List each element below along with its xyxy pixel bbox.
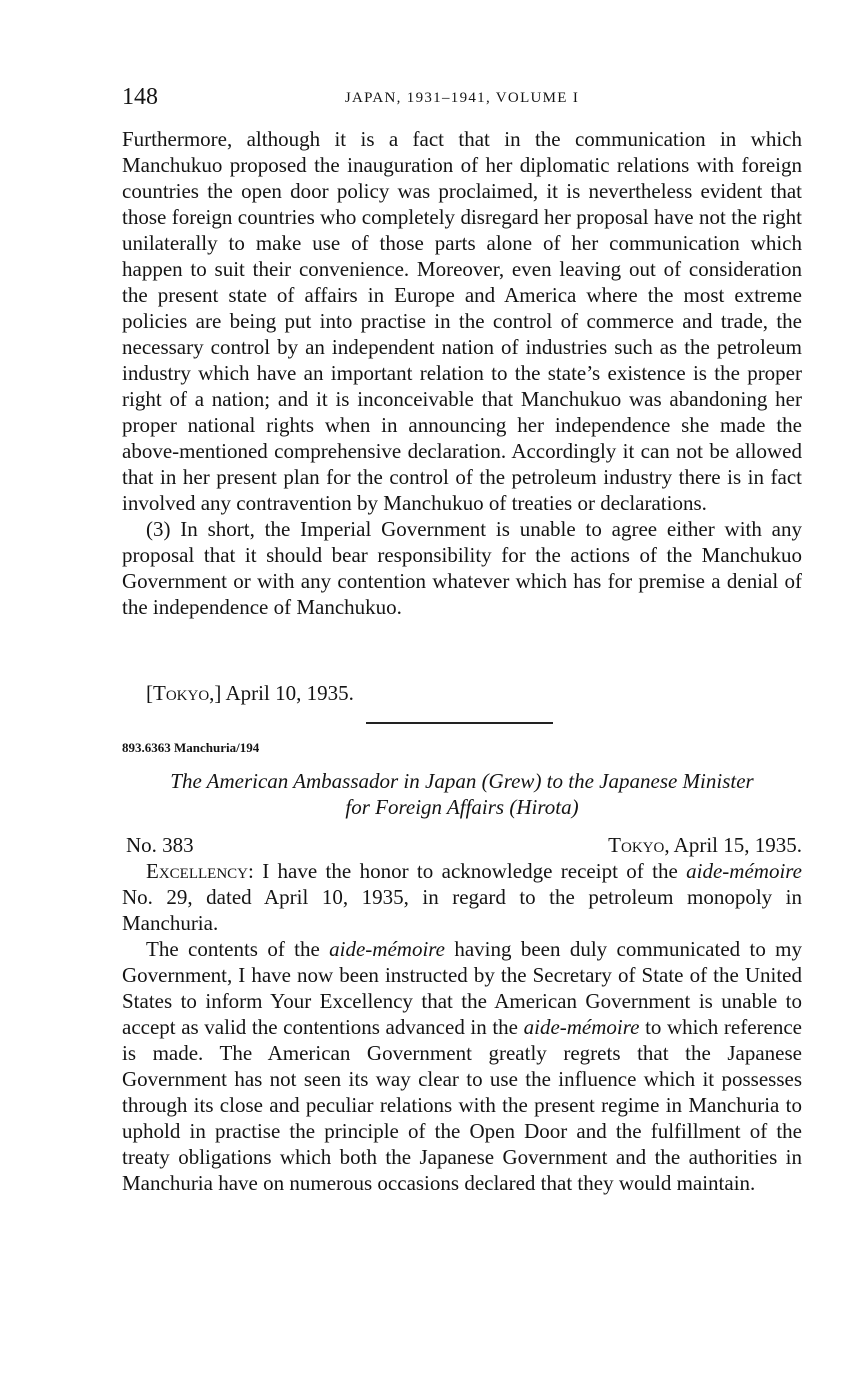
document-date: , April 15, 1935.: [664, 833, 802, 857]
document-title-line-1: The American Ambassador in Japan (Grew) to the Japanese Minister: [170, 769, 754, 793]
document-number: No. 383: [126, 833, 194, 857]
page-header: [122, 82, 802, 112]
continued-letter-text: [122, 126, 802, 620]
file-reference: 893.6363 Manchuria/194: [122, 740, 260, 755]
place-date-line: [146, 680, 354, 706]
bracket-date: ] April 10, 1935.: [214, 681, 354, 705]
paragraph-contents: The contents of the aide-mémoire having been duly communicated to my Government, I have now been instructed by the Secretary of State of the United States to inform Your Excellency that the American Government is unable to accept as valid the contentions advanced in the aide-mémoire to which reference is made. The American Government greatly regrets that the Japanese Government has not seen its way clear to use the influence which it possesses through its close and peculiar relations with the present regime in Manchuria to uphold in practise the principle of the Open Door and the fulfillment of the treaty obligations which both the Japanese Government and the authorities in Manchuria have on numerous occasions declared that they would maintain.: [122, 937, 802, 1195]
bracket-open: [: [146, 681, 153, 705]
place-name: Tokyo,: [153, 681, 215, 705]
paragraph-in-short: (3) In short, the Imperial Government is unable to agree either with any proposal that it should bear responsibility for the actions of the Manchukuo Government or with any contention whatever which has for premise a denial of the independence of Manchukuo.: [122, 517, 802, 619]
letter-body: [122, 858, 802, 1196]
document-title: [122, 768, 802, 820]
salutation: Excellency: [146, 859, 248, 883]
running-head: JAPAN, 1931–1941, VOLUME I: [344, 90, 580, 106]
document-title-line-2: for Foreign Affairs (Hirota): [345, 795, 579, 819]
paragraph-acknowledgement: Excellency: I have the honor to acknowledge receipt of the aide-mémoire No. 29, dated April 10, 1935, in regard to the petroleum monopoly in Manchuria.: [122, 859, 802, 935]
document-place-date: [608, 832, 802, 858]
document-meta-row: [122, 832, 802, 858]
document-place: Tokyo: [608, 833, 665, 857]
section-divider: [366, 722, 553, 724]
page-number: 148: [122, 84, 158, 110]
paragraph-furthermore: Furthermore, although it is a fact that in the communication in which Manchukuo proposed the inauguration of her diplomatic relations with foreign countries the open door policy was proclaimed, it is nevertheless evident that those foreign countries who completely disregard her proposal have not the right unilaterally to make use of those parts alone of her communication which happen to suit their convenience. Moreover, even leaving out of consideration the present state of affairs in Europe and America where the most extreme policies are being put into practise in the control of commerce and trade, the necessary control by an independent nation of industries such as the petroleum industry which have an important relation to the state’s existence is the proper right of a nation; and it is inconceivable that Manchukuo was abandoning her proper national rights when in announcing her independence she made the above-mentioned comprehensive declaration. Accordingly it can not be allowed that in her present plan for the control of the petroleum industry there is in fact involved any contravention by Manchukuo of treaties or declarations.: [122, 127, 802, 515]
